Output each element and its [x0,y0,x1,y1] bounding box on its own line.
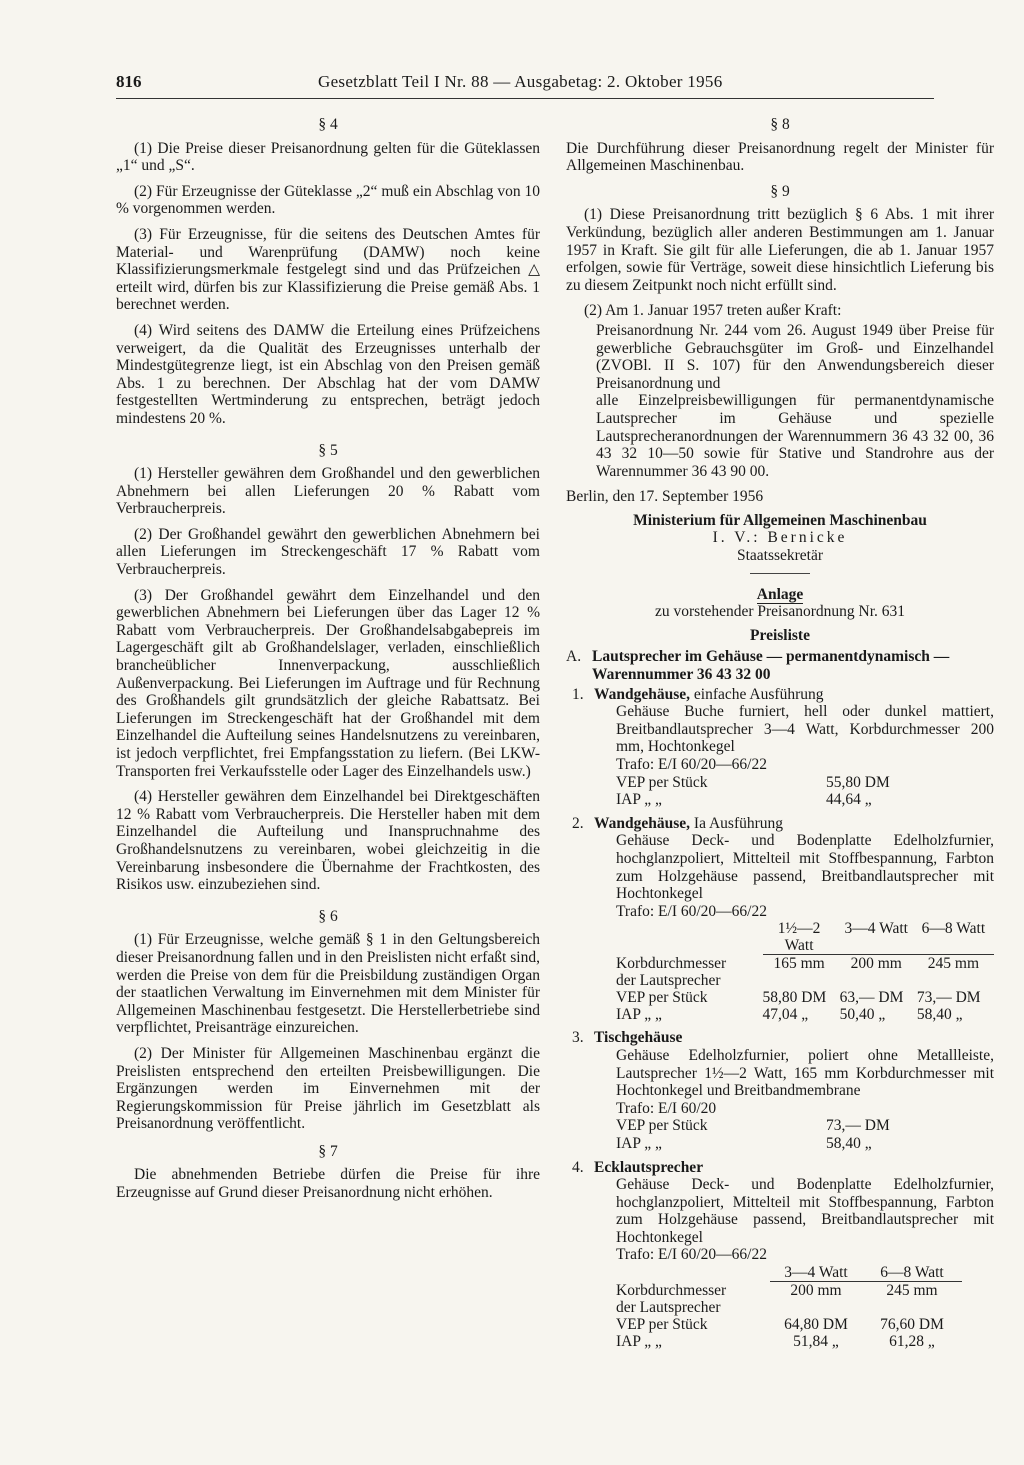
item-name: Ecklautsprecher [594,1158,704,1176]
paragraph: (3) Der Großhandel gewährt dem Einzelhandel und den gewerblichen Abnehmern bei Lieferungen über das Lager 12 % Rabatt vom Verbraucherpreis. Der Großhandelsabgabepreis im Lagergeschäft gilt ab Großhandelslager, verladen, einschließlich brancheüblicher Innenverpackung, ausschließlich Außenverpackung. Bei Lieferungen im Auftrage und für Rechnung des Großhandels gilt grundsätzlich der gleiche Rabattsatz. Bei Lieferungen im Streckengeschäft hat der Großhandel mit dem Einzelhandel die Aufteilung seines Handelsnutzens zu vereinbaren, ist jedoch verpflichtet, frei Empfangsstation zu liefern. (Bei LKW-Transporten frei Verkaufsstelle oder Lager des Einzelhandels usw.) [116,586,540,780]
paragraph: (2) Der Minister für Allgemeinen Maschinenbau ergänzt die Preislisten entsprechend den erteilten Preisbewilligungen. Die Ergänzungen werden im Einvernehmen mit der Regierungskommission für Preise jährlich im Gesetzblatt als Preisanordnung veröffentlicht. [116,1044,540,1133]
table-cell: 73,— DM [916,989,981,1007]
section-heading: § 8 [770,116,790,133]
paragraph: Die abnehmenden Betriebe dürfen die Preise für ihre Erzeugnisse auf Grund dieser Preisanordnung nicht erhöhen. [116,1166,540,1202]
table-cell: 51,84 „ [793,1333,839,1351]
price-value: 58,40 „ [826,1134,872,1152]
row-label: IAP „ „ [616,1333,662,1351]
table-cell [616,920,763,955]
running-title: Gesetzblatt Teil I Nr. 88 — Ausgabetag: 2. Oktober 1956 [318,72,723,91]
table-row [616,1282,962,1300]
section-heading: § 4 [318,116,338,133]
item-description: Gehäuse Deck- und Bodenplatte Edelholzfurnier, hochglanzpoliert, Mittelteil mit Stoffbespannung, Farbton zum Holzgehäuse passend, Breitbandlautsprecher mit Hochtonkegel [616,832,994,903]
row-label: der Lautsprecher [616,972,721,990]
group-heading [566,648,994,683]
table-cell: 245 mm [886,1282,938,1300]
paragraph: (2) Am 1. Januar 1957 treten außer Kraft: [584,302,842,320]
paragraph: (1) Die Preise dieser Preisanordnung gelten für die Güteklassen „1“ und „S“. [116,139,540,175]
item-number: 2. [572,814,584,832]
table-cell: 63,— DM [839,989,904,1007]
item-name: Wandgehäuse, [594,685,691,703]
paragraph: (1) Hersteller gewähren dem Großhandel und den gewerblichen Abnehmern bei allen Lieferungen 20 % Rabatt vom Verbraucherpreis. [116,465,540,518]
table-cell: 165 mm [773,955,825,973]
table-row [616,989,994,1006]
table-row [616,1333,962,1350]
item-number: 1. [572,685,584,703]
signer: I. V.: Bernicke [712,529,848,547]
section-heading: § 6 [318,907,338,925]
item-name: Wandgehäuse, [594,814,691,832]
right-column [566,112,994,1356]
repeal-item: Preisanordnung Nr. 244 vom 26. August 1949 über Preise für gewerbliche Gebrauchsgüter im Groß- und Einzelhandel (ZVOBl. II S. 107) für den Anwendungsbereich dieser Preisanordnung und [596,321,994,392]
table-cell: 58,40 „ [916,1006,963,1024]
column-header: 3—4 Watt [840,920,917,955]
paragraph: (2) Der Großhandel gewährt den gewerblichen Abnehmern bei allen Lieferungen im Streckengeschäft 17 % Rabatt vom Verbraucherpreis. [116,525,540,579]
repeal-item: alle Einzelpreisbewilligungen für permanentdynamische Lautsprecher im Gehäuse und spezielle Lautsprecheranordnungen der Warennummern 36 43 32 00, 36 43 32 10—50 sowie für Stative und Standrohre aus der Warennummer 36 43 90 00. [596,392,994,480]
table-cell: 61,28 „ [889,1333,935,1351]
group-title: Lautsprecher im Gehäuse — permanentdynamisch — Warennummer 36 43 32 00 [592,648,950,684]
table-cell: 58,80 DM [762,989,827,1007]
price-item [572,1029,994,1152]
row-label: VEP per Stück [616,989,708,1007]
price-label: VEP per Stück [616,773,708,791]
column-header: 6—8 Watt [866,1264,962,1282]
annex-subtitle: zu vorstehender Preisanordnung Nr. 631 [654,603,906,621]
signer-title: Staatssekretär [736,547,824,565]
table-cell: 64,80 DM [784,1316,848,1334]
price-row-iap [594,791,994,809]
trafo: Trafo: E/I 60/20—66/22 [616,1246,767,1264]
table-row [616,955,994,973]
paragraph: (1) Für Erzeugnisse, welche gemäß § 1 in den Geltungsbereich dieser Preisanordnung fallen und in den Preislisten nicht erfaßt sind, werden die Preise von dem für die Preisbildung zuständigen Organ der staatlichen Verwaltung im Einvernehmen mit dem Minister für Allgemeinen Maschinenbau festgesetzt. Die Herstellerbetriebe sind verpflichtet, Preisanträge einzureichen. [116,931,540,1037]
column-header: 3—4 Watt [770,1264,866,1282]
section-heading: § 7 [318,1142,338,1160]
divider [750,573,810,574]
paragraph: (3) Für Erzeugnisse, für die seitens des Deutschen Amtes für Material- und Warenprüfung (DAMW) noch keine Klassifizierungsmerkmale festgelegt sind und das Prüfzeichen △ erteilt wird, dürfen bis zur Klassifizierung die Preise gemäß Abs. 1 berechnet werden. [116,225,540,314]
ministry-name: Ministerium für Allgemeinen Maschinenbau [633,511,927,529]
paragraph: (1) Diese Preisanordnung tritt bezüglich § 6 Abs. 1 mit ihrer Verkündung, bezüglich aller anderen Bestimmungen am 1. Januar 1957 in Kraft. Sie gilt für alle Lieferungen, die ab 1. Januar 1957 erfolgen, sowie für Verträge, soweit diese hinsichtlich Lieferung bis zu diesem Zeitpunkt noch nicht erfüllt sind. [566,206,994,294]
price-list-title: Preisliste [750,626,810,644]
column-header: 6—8 Watt [917,920,994,955]
row-label: VEP per Stück [616,1316,708,1334]
price-label: IAP „ „ [616,791,662,809]
item-description: Gehäuse Buche furniert, hell oder dunkel mattiert, Breitbandlautsprecher 3—4 Watt, Korbdurchmesser 200 mm, Hochtonkegel [616,703,994,756]
annex-heading-text: Anlage [756,585,804,603]
place-date: Berlin, den 17. September 1956 [566,488,764,506]
header-rule [116,98,934,99]
row-label: der Lautsprecher [616,1299,721,1317]
row-label: IAP „ „ [616,1006,662,1024]
left-column [116,112,540,1210]
page-number: 816 [116,72,142,91]
price-value: 73,— DM [826,1117,890,1135]
item-number: 4. [572,1158,584,1176]
item-description: Gehäuse Edelholzfurnier, poliert ohne Metallleiste, Lautsprecher 1½—2 Watt, 165 mm Korbdurchmesser mit Hochtonkegel und Breitbandmembrane [616,1046,994,1100]
item-variant: einfache Ausführung [690,685,824,703]
trafo: Trafo: E/I 60/20 [616,1099,717,1117]
table-row [616,972,994,989]
price-item [572,685,994,809]
item-description: Gehäuse Deck- und Bodenplatte Edelholzfurnier, hochglanzpoliert, Mittelteil mit Stoffbespannung, Farbton zum Holzgehäuse passend, Breitbandlautsprecher mit Hochtonkegel [616,1176,994,1246]
table-row [616,1316,962,1333]
paragraph: (4) Wird seitens des DAMW die Erteilung eines Prüfzeichens verweigert, da die Qualität des Erzeugnisses unterhalb der Mindestgütegrenze liegt, ist ein Abschlag von den Preisen gemäß Abs. 1 zu berechnen. Der Abschlag hat der vom DAMW festgestellten Wertminderung zu entsprechen, beträgt jedoch mindestens 20 %. [116,321,540,427]
row-label: Korbdurchmesser [616,1281,727,1299]
price-label: VEP per Stück [616,1117,708,1135]
paragraph: Die Durchführung dieser Preisanordnung regelt der Minister für Allgemeinen Maschinenbau. [566,139,994,175]
price-table [616,1264,962,1350]
table-cell: 200 mm [790,1282,842,1300]
annex-heading [566,586,994,604]
price-item [572,814,994,1024]
table-cell: 47,04 „ [762,1006,809,1024]
table-cell: 50,40 „ [839,1006,886,1024]
trafo: Trafo: E/I 60/20—66/22 [616,902,767,920]
paragraph: (2) Für Erzeugnisse der Güteklasse „2“ muß ein Abschlag von 10 % vorgenommen werden. [116,182,540,218]
section-heading: § 9 [770,182,790,200]
price-value: 55,80 DM [826,773,890,791]
price-value: 44,64 „ [826,791,872,809]
table-cell: 200 mm [850,955,902,973]
item-name: Tischgehäuse [594,1029,683,1047]
section-heading: § 5 [318,441,338,459]
price-row-vep [594,1117,994,1135]
item-variant: Ia Ausführung [690,814,784,832]
table-cell: 245 mm [927,955,980,973]
price-row-iap [594,1135,994,1153]
table-cell [616,1264,770,1282]
table-row [616,1006,994,1023]
price-item [572,1158,994,1351]
price-label: IAP „ „ [616,1134,662,1152]
column-header: 1½—2 Watt [763,920,840,955]
table-row [616,1299,962,1316]
price-row-vep [594,774,994,792]
price-table [616,920,994,1023]
item-number: 3. [572,1029,584,1047]
page-header [116,72,934,98]
row-label: Korbdurchmesser [616,954,727,972]
table-cell: 76,60 DM [880,1316,944,1334]
trafo: Trafo: E/I 60/20—66/22 [616,756,767,773]
group-label: A. [566,648,582,666]
paragraph: (4) Hersteller gewähren dem Einzelhandel bei Direktgeschäften 12 % Rabatt vom Verbraucherpreis. Die Hersteller haben mit dem Einzelhandel die Aufteilung und Inanspruchnahme des Großhandelsnutzens zu vereinbaren, wobei gleichzeitig in die Vereinbarung insbesondere die Übernahme der Frachtkosten, des Risikos usw. einzubeziehen sind. [116,788,540,894]
